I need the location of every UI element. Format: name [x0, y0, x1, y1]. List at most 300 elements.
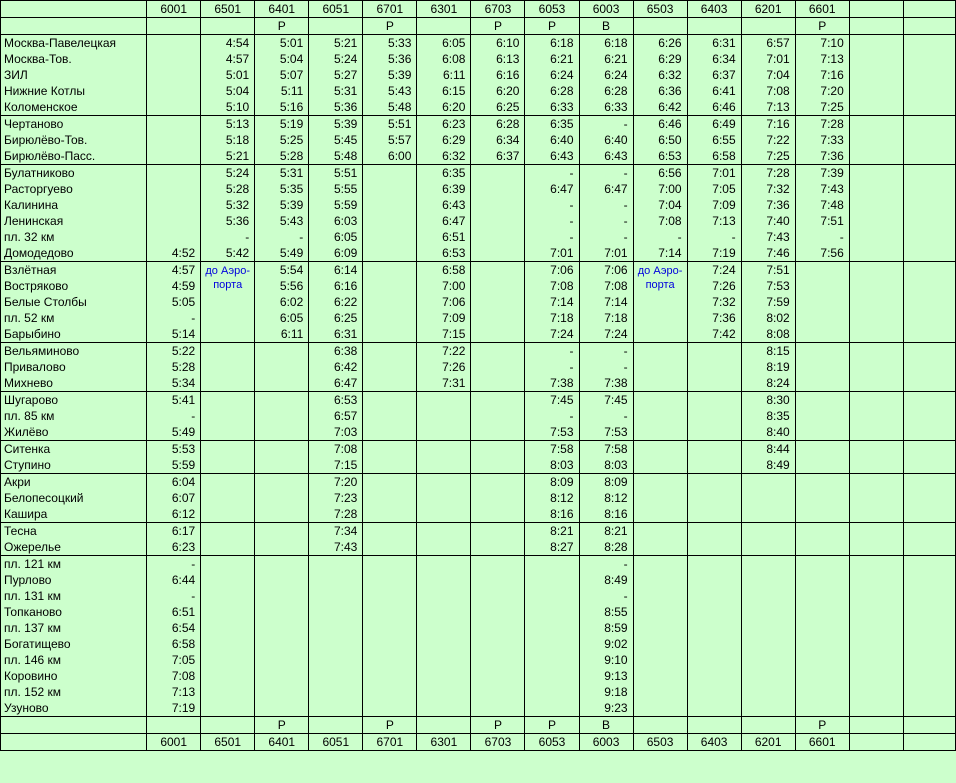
- train-number: 6401: [255, 1, 309, 18]
- time-cell: [687, 572, 741, 588]
- time-cell: 8:44: [741, 441, 795, 458]
- time-cell: [687, 392, 741, 409]
- time-cell: [525, 572, 579, 588]
- time-cell: [849, 588, 903, 604]
- time-cell: 7:51: [741, 262, 795, 279]
- time-cell: 7:05: [687, 181, 741, 197]
- time-cell: 6:21: [525, 51, 579, 67]
- time-cell: [471, 652, 525, 668]
- time-cell: [633, 359, 687, 375]
- train-number: 6703: [471, 734, 525, 751]
- time-cell: 5:24: [309, 51, 363, 67]
- time-cell: 6:34: [471, 132, 525, 148]
- time-cell: [849, 245, 903, 262]
- station-name: Ступино: [1, 457, 147, 474]
- time-cell: -: [579, 556, 633, 573]
- train-mark: [417, 717, 471, 734]
- time-cell: [201, 457, 255, 474]
- time-cell: 7:20: [309, 474, 363, 491]
- time-cell: 6:56: [633, 165, 687, 182]
- time-cell: 8:03: [525, 457, 579, 474]
- time-cell: [417, 457, 471, 474]
- time-cell: [795, 278, 849, 294]
- time-cell: [201, 490, 255, 506]
- time-cell: [147, 181, 201, 197]
- time-cell: [255, 506, 309, 523]
- time-cell: 7:51: [795, 213, 849, 229]
- time-cell: 7:01: [687, 165, 741, 182]
- time-cell: 7:38: [579, 375, 633, 392]
- time-cell: -: [525, 229, 579, 245]
- train-number: 6403: [687, 1, 741, 18]
- time-cell: [795, 375, 849, 392]
- time-cell: [741, 523, 795, 540]
- time-cell: 6:05: [417, 35, 471, 52]
- time-cell: -: [579, 359, 633, 375]
- time-cell: [903, 83, 955, 99]
- time-cell: [147, 35, 201, 52]
- time-cell: [363, 213, 417, 229]
- time-cell: 7:15: [309, 457, 363, 474]
- time-cell: [795, 343, 849, 360]
- time-cell: [309, 556, 363, 573]
- time-cell: [417, 572, 471, 588]
- time-cell: 5:49: [147, 424, 201, 441]
- time-cell: [903, 262, 955, 279]
- time-cell: 6:47: [579, 181, 633, 197]
- time-cell: 6:44: [147, 572, 201, 588]
- time-cell: 7:26: [417, 359, 471, 375]
- time-cell: -: [147, 408, 201, 424]
- time-cell: 7:16: [741, 116, 795, 133]
- time-cell: [903, 556, 955, 573]
- train-number: 6503: [633, 734, 687, 751]
- airport-note: [633, 262, 687, 295]
- time-cell: 6:32: [417, 148, 471, 165]
- time-cell: 6:25: [471, 99, 525, 116]
- time-cell: [795, 700, 849, 717]
- time-cell: [687, 490, 741, 506]
- time-cell: [849, 310, 903, 326]
- time-cell: [147, 116, 201, 133]
- time-cell: [687, 604, 741, 620]
- time-cell: [903, 539, 955, 556]
- time-cell: -: [579, 343, 633, 360]
- time-cell: 6:46: [687, 99, 741, 116]
- time-cell: [903, 132, 955, 148]
- time-cell: -: [147, 556, 201, 573]
- time-cell: 6:47: [417, 213, 471, 229]
- time-cell: [849, 392, 903, 409]
- time-cell: 5:21: [309, 35, 363, 52]
- time-cell: 6:03: [309, 213, 363, 229]
- train-mark: Р: [795, 18, 849, 35]
- time-cell: 6:22: [309, 294, 363, 310]
- time-cell: [849, 343, 903, 360]
- time-cell: 5:35: [255, 181, 309, 197]
- time-cell: 5:27: [309, 67, 363, 83]
- time-cell: [363, 700, 417, 717]
- time-cell: [201, 424, 255, 441]
- table-row: [1, 67, 956, 83]
- train-mark: Р: [255, 18, 309, 35]
- station-name: ЗИЛ: [1, 67, 147, 83]
- time-cell: [741, 572, 795, 588]
- time-cell: [849, 441, 903, 458]
- time-cell: [255, 556, 309, 573]
- time-cell: [363, 441, 417, 458]
- time-cell: [849, 294, 903, 310]
- time-cell: 6:50: [633, 132, 687, 148]
- time-cell: 6:21: [579, 51, 633, 67]
- station-name: Москва-Тов.: [1, 51, 147, 67]
- time-cell: [849, 523, 903, 540]
- time-cell: [363, 392, 417, 409]
- time-cell: [201, 668, 255, 684]
- time-cell: [309, 572, 363, 588]
- time-cell: [903, 51, 955, 67]
- time-cell: [849, 457, 903, 474]
- train-number: 6053: [525, 734, 579, 751]
- time-cell: [633, 457, 687, 474]
- time-cell: 6:16: [309, 278, 363, 294]
- time-cell: [633, 294, 687, 310]
- time-cell: 8:35: [741, 408, 795, 424]
- time-cell: 6:58: [687, 148, 741, 165]
- time-cell: [795, 359, 849, 375]
- time-cell: [741, 556, 795, 573]
- time-cell: 8:02: [741, 310, 795, 326]
- time-cell: 8:30: [741, 392, 795, 409]
- time-cell: 7:59: [741, 294, 795, 310]
- time-cell: [255, 343, 309, 360]
- time-cell: [903, 245, 955, 262]
- time-cell: 7:03: [309, 424, 363, 441]
- time-cell: [309, 668, 363, 684]
- time-cell: [147, 197, 201, 213]
- time-cell: [255, 684, 309, 700]
- time-cell: [201, 294, 255, 310]
- station-name: Булатниково: [1, 165, 147, 182]
- table-row: [1, 83, 956, 99]
- time-cell: [255, 636, 309, 652]
- time-cell: [363, 278, 417, 294]
- time-cell: 4:57: [201, 51, 255, 67]
- time-cell: 8:21: [525, 523, 579, 540]
- time-cell: [903, 229, 955, 245]
- time-cell: 6:33: [579, 99, 633, 116]
- time-cell: [255, 392, 309, 409]
- time-cell: [417, 474, 471, 491]
- station-name: Ленинская: [1, 213, 147, 229]
- time-cell: 7:56: [795, 245, 849, 262]
- table-row: [1, 310, 956, 326]
- train-mark: [849, 18, 903, 35]
- time-cell: 5:54: [255, 262, 309, 279]
- time-cell: -: [795, 229, 849, 245]
- table-row: [1, 375, 956, 392]
- time-cell: [471, 375, 525, 392]
- train-number: 6701: [363, 734, 417, 751]
- time-cell: 5:48: [363, 99, 417, 116]
- time-cell: 5:01: [255, 35, 309, 52]
- time-cell: [417, 523, 471, 540]
- time-cell: 6:37: [687, 67, 741, 83]
- time-cell: [201, 506, 255, 523]
- time-cell: [201, 588, 255, 604]
- time-cell: 7:53: [741, 278, 795, 294]
- time-cell: 5:39: [363, 67, 417, 83]
- time-cell: 7:43: [795, 181, 849, 197]
- time-cell: 6:24: [579, 67, 633, 83]
- time-cell: [687, 457, 741, 474]
- time-cell: -: [687, 229, 741, 245]
- time-cell: [633, 684, 687, 700]
- time-cell: 7:08: [579, 278, 633, 294]
- station-name: Богатищево: [1, 636, 147, 652]
- time-cell: [417, 539, 471, 556]
- train-mark: [309, 717, 363, 734]
- time-cell: 7:18: [525, 310, 579, 326]
- table-row: [1, 652, 956, 668]
- time-cell: [201, 326, 255, 343]
- time-cell: [849, 636, 903, 652]
- time-cell: 6:18: [579, 35, 633, 52]
- station-name: Шугарово: [1, 392, 147, 409]
- time-cell: [309, 636, 363, 652]
- time-cell: [417, 556, 471, 573]
- time-cell: [363, 652, 417, 668]
- time-cell: [741, 588, 795, 604]
- time-cell: [741, 684, 795, 700]
- time-cell: [471, 490, 525, 506]
- time-cell: [849, 229, 903, 245]
- time-cell: 6:53: [309, 392, 363, 409]
- time-cell: [471, 474, 525, 491]
- time-cell: [363, 523, 417, 540]
- mark-corner: [1, 18, 147, 35]
- time-cell: 6:53: [633, 148, 687, 165]
- time-cell: [795, 262, 849, 279]
- time-cell: 8:21: [579, 523, 633, 540]
- station-name: Топканово: [1, 604, 147, 620]
- time-cell: [903, 700, 955, 717]
- time-cell: 6:46: [633, 116, 687, 133]
- time-cell: [903, 523, 955, 540]
- time-cell: -: [147, 310, 201, 326]
- time-cell: [903, 636, 955, 652]
- station-name: пл. 152 км: [1, 684, 147, 700]
- time-cell: [525, 604, 579, 620]
- time-cell: 5:56: [255, 278, 309, 294]
- time-cell: [201, 572, 255, 588]
- time-cell: 9:18: [579, 684, 633, 700]
- time-cell: [417, 604, 471, 620]
- time-cell: 7:38: [525, 375, 579, 392]
- time-cell: 6:31: [687, 35, 741, 52]
- time-cell: 5:51: [309, 165, 363, 182]
- time-cell: [903, 572, 955, 588]
- time-cell: [633, 539, 687, 556]
- time-cell: 5:16: [255, 99, 309, 116]
- time-cell: [417, 441, 471, 458]
- train-mark: Р: [525, 717, 579, 734]
- table-row: [1, 441, 956, 458]
- time-cell: 6:28: [471, 116, 525, 133]
- time-cell: [255, 668, 309, 684]
- time-cell: 6:38: [309, 343, 363, 360]
- time-cell: [417, 392, 471, 409]
- time-cell: 6:09: [309, 245, 363, 262]
- time-cell: [255, 523, 309, 540]
- time-cell: 6:39: [417, 181, 471, 197]
- time-cell: [849, 99, 903, 116]
- station-name: Барыбино: [1, 326, 147, 343]
- time-cell: [633, 343, 687, 360]
- time-cell: 6:57: [309, 408, 363, 424]
- time-cell: 6:43: [579, 148, 633, 165]
- time-cell: [417, 408, 471, 424]
- time-cell: [903, 197, 955, 213]
- time-cell: -: [525, 213, 579, 229]
- time-cell: 8:49: [579, 572, 633, 588]
- time-cell: [471, 523, 525, 540]
- time-cell: [849, 197, 903, 213]
- time-cell: [417, 424, 471, 441]
- time-cell: 7:45: [579, 392, 633, 409]
- station-name: Ожерелье: [1, 539, 147, 556]
- time-cell: [687, 668, 741, 684]
- time-cell: [849, 51, 903, 67]
- time-cell: 6:15: [417, 83, 471, 99]
- time-cell: [687, 684, 741, 700]
- time-cell: [849, 506, 903, 523]
- time-cell: [471, 245, 525, 262]
- train-mark: [201, 717, 255, 734]
- time-cell: [201, 523, 255, 540]
- time-cell: [471, 408, 525, 424]
- time-cell: -: [579, 408, 633, 424]
- time-cell: [471, 441, 525, 458]
- train-mark: Р: [795, 717, 849, 734]
- time-cell: [903, 684, 955, 700]
- time-cell: 6:05: [255, 310, 309, 326]
- time-cell: [471, 326, 525, 343]
- time-cell: [687, 556, 741, 573]
- time-cell: 8:49: [741, 457, 795, 474]
- time-cell: 8:24: [741, 375, 795, 392]
- time-cell: [849, 539, 903, 556]
- time-cell: [255, 620, 309, 636]
- time-cell: [363, 684, 417, 700]
- time-cell: [849, 490, 903, 506]
- time-cell: [201, 556, 255, 573]
- train-number: 6301: [417, 1, 471, 18]
- time-cell: 7:13: [687, 213, 741, 229]
- time-cell: [741, 490, 795, 506]
- time-cell: 5:36: [201, 213, 255, 229]
- station-name: Ситенка: [1, 441, 147, 458]
- time-cell: -: [579, 213, 633, 229]
- time-cell: 6:32: [633, 67, 687, 83]
- time-cell: 6:20: [471, 83, 525, 99]
- time-cell: 6:51: [417, 229, 471, 245]
- mark-corner: [1, 717, 147, 734]
- time-cell: [363, 556, 417, 573]
- time-cell: [309, 700, 363, 717]
- time-cell: [363, 181, 417, 197]
- header-corner: [1, 1, 147, 18]
- time-cell: [363, 668, 417, 684]
- time-cell: 6:28: [579, 83, 633, 99]
- time-cell: 5:31: [255, 165, 309, 182]
- time-cell: 4:57: [147, 262, 201, 279]
- time-cell: 6:25: [309, 310, 363, 326]
- time-cell: [903, 375, 955, 392]
- time-cell: 5:36: [363, 51, 417, 67]
- table-row: [1, 229, 956, 245]
- time-cell: 5:55: [309, 181, 363, 197]
- time-cell: [903, 359, 955, 375]
- time-cell: [849, 359, 903, 375]
- time-cell: [849, 556, 903, 573]
- time-cell: [471, 588, 525, 604]
- time-cell: 8:09: [579, 474, 633, 491]
- time-cell: 6:51: [147, 604, 201, 620]
- time-cell: [255, 408, 309, 424]
- time-cell: [417, 684, 471, 700]
- train-number: 6501: [201, 734, 255, 751]
- time-cell: 7:32: [741, 181, 795, 197]
- time-cell: [255, 441, 309, 458]
- time-cell: [363, 343, 417, 360]
- time-cell: 8:55: [579, 604, 633, 620]
- time-cell: [471, 213, 525, 229]
- time-cell: 5:39: [309, 116, 363, 133]
- time-cell: [849, 474, 903, 491]
- time-cell: 6:28: [525, 83, 579, 99]
- time-cell: [795, 684, 849, 700]
- time-cell: [417, 700, 471, 717]
- time-cell: [633, 506, 687, 523]
- time-cell: 6:47: [309, 375, 363, 392]
- time-cell: 6:07: [147, 490, 201, 506]
- train-number: 6003: [579, 734, 633, 751]
- time-cell: [903, 457, 955, 474]
- time-cell: 5:11: [255, 83, 309, 99]
- time-cell: [687, 506, 741, 523]
- time-cell: [417, 506, 471, 523]
- time-cell: 6:17: [147, 523, 201, 540]
- time-cell: [795, 310, 849, 326]
- time-cell: [255, 539, 309, 556]
- time-cell: 7:09: [417, 310, 471, 326]
- header-corner: [1, 734, 147, 751]
- time-cell: [633, 474, 687, 491]
- time-cell: [471, 262, 525, 279]
- station-name: Взлётная: [1, 262, 147, 279]
- time-cell: 7:13: [795, 51, 849, 67]
- time-cell: [471, 556, 525, 573]
- time-cell: [201, 636, 255, 652]
- time-cell: 6:13: [471, 51, 525, 67]
- station-name: Акри: [1, 474, 147, 491]
- time-cell: [903, 99, 955, 116]
- time-cell: [255, 490, 309, 506]
- time-cell: [687, 620, 741, 636]
- train-number: [903, 1, 955, 18]
- time-cell: 6:40: [579, 132, 633, 148]
